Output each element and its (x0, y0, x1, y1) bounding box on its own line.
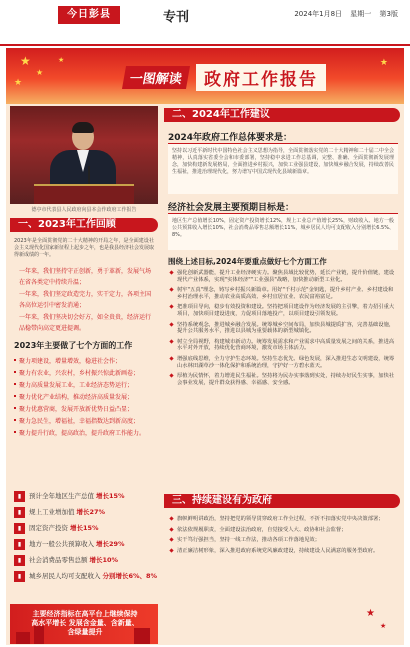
requirements-text: 坚持以习近平新时代中国特色社会主义思想为指导，全面贯彻落实党的二十大精神和二十届二中全会精神，认真落实省委全会和市委部署，坚持稳中求进工作总基调，完整、准确、全面贯彻新发展理念，加快构建新发展格局，全面推进乡村振兴，加快工业强县建设，加快城乡融合发展，持续改善民生福祉，推进治理现代化，努力谱写中国式现代化县域新篇章。 (172, 148, 394, 175)
cart-icon: ▮ (14, 555, 25, 566)
focus-heading: 围绕上述目标,2024年要重点做好七个方面工作 (168, 257, 327, 266)
review-list (14, 266, 156, 335)
section-3-heading: 三、持续建设有为政府 (164, 494, 400, 508)
banner-tag: 一图解读 (122, 66, 190, 89)
masthead (0, 0, 410, 46)
list-item: 旗帜鲜明讲政治，坚持把党的领导贯穿政府工作全过程，不折不扣落实党中央决策部署； (170, 516, 398, 523)
star-icon: ★ (380, 622, 387, 630)
list-item: 聚力项建设，增量增效，稳进社会作； (14, 356, 156, 367)
list-item: 清正廉洁树形象，深入推进政府系统党风廉政建设，持续建设人民满意的服务型政府。 (170, 548, 398, 555)
government-list (170, 516, 398, 558)
stat-row: ▮ 城乡居民人均可支配收入 分别增长6%、8% (14, 568, 160, 584)
highlight-text: 主要经济指标在高平台上继续保持高水平增长 发展含金量、含新量、含绿量提升 (31, 610, 139, 636)
page-body (6, 48, 404, 645)
highlight-box (10, 604, 158, 644)
section-name: 专刊 (163, 10, 190, 25)
speaker-photo (10, 106, 158, 204)
stat-row: ▮ 规上工业增加值 增长27% (14, 504, 160, 520)
list-item: 实干笃行强担当，坚持一线工作法，推动各项工作落地见效； (170, 537, 398, 544)
newspaper-logo: 今日彭县 (58, 6, 120, 24)
stats-list (14, 488, 160, 584)
targets-heading: 经济社会发展主要预期目标是： (168, 200, 398, 214)
targets-text: 地区生产总值增长10%，固定资产投资增长12%，规上工业总产值增长25%，财政收入、地方一般公共预算收入增长10%，社会消费品零售总额增长11%，城乡居民人均可支配收入分别增长6.5%、8%。 (172, 218, 394, 238)
header-banner (6, 48, 404, 104)
list-item: 一年来，我们坚定政造完力，实干定力，各项主国各高位运引中密发消通； (19, 291, 152, 309)
list-item: 聚力提升行政，提高政治，提升政府工作能力。 (14, 428, 156, 439)
list-item: 一年来，我们坚持守正创新，勇于革新，发展气场在省各类定中持续升温； (19, 268, 152, 286)
requirements-heading: 2024年政府工作总体要求是： (168, 130, 398, 144)
list-item: 依法依规履职责，全面建设法治政府，自觉接受人大、政协和社会监督； (170, 527, 398, 534)
list-item: 把准项目导向，稳步有效投资和建设。坚持把项目建设作为经济发展的主引擎，着力招引重大项目，加快项目建设进度，力促项目落地投产，以项目建设引领发展。 (170, 304, 398, 317)
banner-title: 政府工作报告 (196, 64, 326, 91)
star-icon: ★ (366, 608, 375, 619)
star-icon: ★ (14, 78, 23, 88)
list-item: 强化创新武器能，提升工业经济硬实力。聚焦县域比较优势，延长产业链，提升价值链，建设现代产业体系，实现"实体经济""工业强县"战略，加快推动新型工业化。 (170, 270, 398, 283)
stat-row: ▮ 地方一般公共预算收入 增长29% (14, 536, 160, 552)
star-icon: ★ (36, 68, 44, 77)
list-item: 树牢"五真"理念，铸写乡村振兴新篇章。用好"千村示范"金钥匙，提升乡村产业、乡村建设和乡村治理水平，推动农业高质高效、乡村宜居宜业、农民富裕富足。 (170, 287, 398, 300)
focus-list (170, 270, 398, 390)
list-item: 聚力优化产业结构，推动经济高质量发展； (14, 392, 156, 403)
list-item: 聚力急民生，增福祉，幸福指数达到新高度； (14, 416, 156, 427)
stat-row: ▮ 固定资产投资 增长15% (14, 520, 160, 536)
issue-weekday: 星期一 (350, 10, 372, 18)
podium (34, 184, 134, 204)
work-list (14, 356, 156, 440)
page-number: 第3版 (379, 10, 398, 18)
microphone-icon (88, 166, 90, 186)
star-icon: ★ (58, 56, 65, 64)
list-item: 聚力有农业，兴农村，乡村振兴惊此新画卷； (14, 368, 156, 379)
issue-date: 2024年1月8日 (294, 10, 343, 18)
list-item: 厚植为民情怀，着力增进民生福祉。坚持将为民办实事落到实处，持续办好民生实事，加快社会事业发展，提升群众获得感、幸福感、安全感。 (170, 373, 398, 386)
list-item: 聚力高质量发展工业，工业经济态势运行； (14, 380, 156, 391)
section-2-heading: 二、2024年工作建议 (164, 108, 400, 122)
chart-icon: ▮ (14, 491, 25, 502)
star-icon: ★ (379, 58, 388, 68)
stat-row: ▮ 预计全年地区生产总值 增长15% (14, 488, 160, 504)
star-icon: ★ (20, 54, 31, 68)
dateline (288, 9, 398, 19)
photo-caption: 德亭市代表县人民政府向县本会作政府工作报告 (31, 207, 137, 213)
list-item: 树立全局视野，构建城市新动力。统筹发展需求和产业需求中高质量发展之间的关系，推进高水平对外开放，持续优化营商环境，激发市场主体活力。 (170, 339, 398, 352)
people-icon: ▮ (14, 571, 25, 582)
section-1-intro: 2023年是全面贯彻党的二十大精神的开局之年，是全面建设社会主义现代化国家新征程上起步之年，也是我县经济社会发展取得新成绩的一年。 (14, 238, 155, 258)
list-item: 一年来，我们坚决切会好方，如全贵贵，经济运行品稳带向高定更进提调。 (19, 314, 152, 332)
stat-row: ▮ 社会消费品零售总额 增长10% (14, 552, 160, 568)
list-item: 增强底线思维，全力守护生态环境。坚持生态优先、绿色发展，深入推进生态文明建设，统筹山水林田湖草沙一体化保护和系统治理，守护好一方碧水蓝天。 (170, 356, 398, 369)
section-1-heading: 一、2023年工作回顾 (10, 218, 158, 232)
coin-icon: ▮ (14, 539, 25, 550)
list-item: 聚力优惠营商，发展开放新优势日益凸显； (14, 404, 156, 415)
list-item: 坚持系统观念，推进城乡融合发展。统筹城乡空间布局，加快县城提质扩容，完善基础设施，提升公共服务水平，推进以县城为重要载体的新型城镇化。 (170, 322, 398, 335)
factory-icon: ▮ (14, 507, 25, 518)
building-icon: ▮ (14, 523, 25, 534)
section-2-subheading: 2023年主要做了七个方面的工作 (14, 341, 133, 350)
